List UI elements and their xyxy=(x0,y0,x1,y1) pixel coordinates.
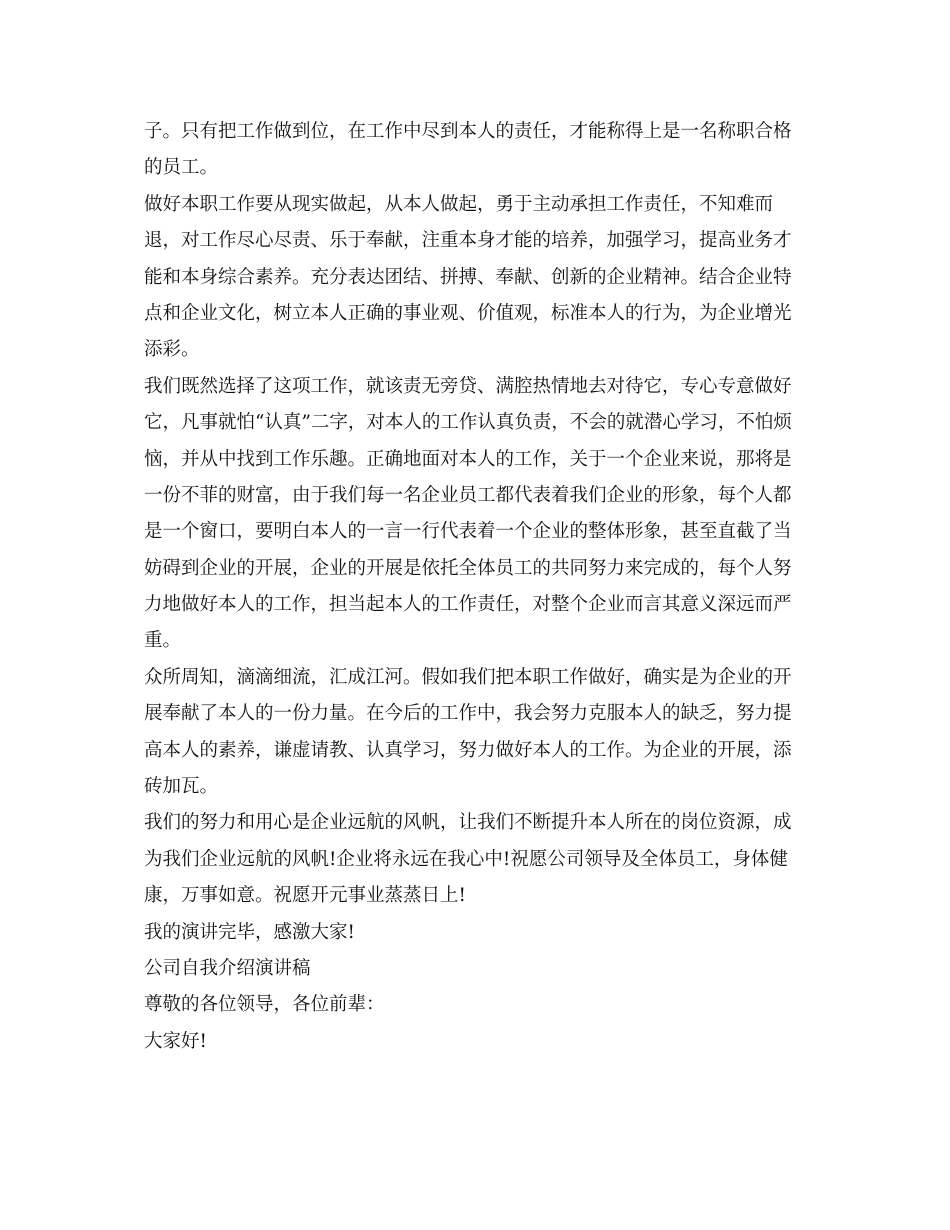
text-line: 力地做好本人的工作，担当起本人的工作责任，对整个企业而言其意义深远而严 xyxy=(144,594,792,616)
text-line: 退，对工作尽心尽责、乐于奉献，注重本身才能的培养，加强学习，提高业务才 xyxy=(144,230,792,252)
text-line: 我们的努力和用心是企业远航的风帆，让我们不断提升本人所在的岗位资源，成 xyxy=(144,812,792,834)
text-line: 它，凡事就怕“认真”二字，对本人的工作认真负责，不会的就潜心学习，不怕烦 xyxy=(144,412,792,434)
text-line: 大家好! xyxy=(144,1030,207,1052)
text-line: 我们既然选择了这项工作，就该责无旁贷、满腔热情地去对待它，专心专意做好 xyxy=(144,375,792,397)
text-line: 展奉献了本人的一份力量。在今后的工作中，我会努力克服本人的缺乏，努力提 xyxy=(144,703,792,725)
text-line: 子。只有把工作做到位，在工作中尽到本人的责任，才能称得上是一名称职合格 xyxy=(144,121,792,142)
text-line: 我的演讲完毕，感激大家! xyxy=(144,921,355,943)
text-line: 为我们企业远航的风帆!企业将永远在我心中!祝愿公司领导及全体员工，身体健 xyxy=(144,848,788,870)
text-line: 重。 xyxy=(144,630,182,652)
text-line: 公司自我介绍演讲稿 xyxy=(144,957,311,979)
text-line: 一份不菲的财富，由于我们每一名企业员工都代表着我们企业的形象，每个人都 xyxy=(144,484,792,506)
text-line: 妨碍到企业的开展，企业的开展是依托全体员工的共同努力来完成的，每个人努 xyxy=(144,557,792,579)
document-body xyxy=(144,114,804,1060)
text-line: 康，万事如意。祝愿开元事业蒸蒸日上! xyxy=(144,885,466,907)
text-line: 众所周知，滴滴细流，汇成江河。假如我们把本职工作做好，确实是为企业的开 xyxy=(144,666,792,688)
text-line: 是一个窗口，要明白本人的一言一行代表着一个企业的整体形象，甚至直截了当 xyxy=(144,521,792,543)
text-line: 点和企业文化，树立本人正确的事业观、价值观，标准本人的行为，为企业增光 xyxy=(144,302,792,324)
text-line: 添彩。 xyxy=(144,339,200,361)
text-line: 恼，并从中找到工作乐趣。正确地面对本人的工作，关于一个企业来说，那将是 xyxy=(144,448,792,470)
text-line: 砖加瓦。 xyxy=(144,776,219,798)
text-line: 尊敬的各位领导，各位前辈： xyxy=(144,994,385,1016)
text-line: 高本人的素养，谦虚请教、认真学习，努力做好本人的工作。为企业的开展，添 xyxy=(144,739,792,761)
text-line: 的员工。 xyxy=(144,157,219,179)
text-line: 能和本身综合素养。充分表达团结、拼搏、奉献、创新的企业精神。结合企业特 xyxy=(144,266,792,288)
text-line: 做好本职工作要从现实做起，从本人做起，勇于主动承担工作责任，不知难而 xyxy=(144,193,774,215)
